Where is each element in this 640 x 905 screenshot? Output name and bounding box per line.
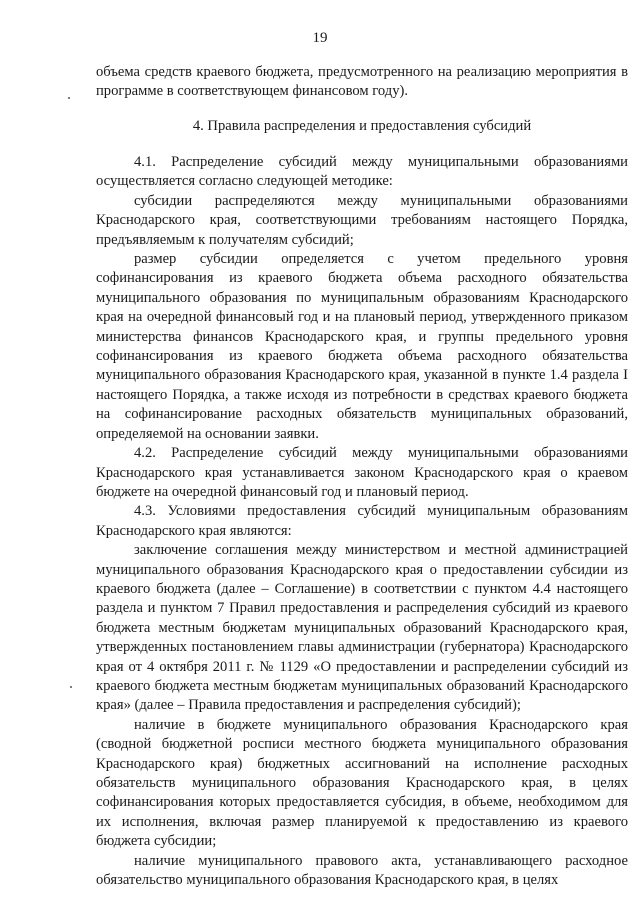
paragraph-4-3: 4.3. Условиями предоставления субсидий муниципальным образованиям Краснодарского края являются: <box>96 503 628 539</box>
scan-speck <box>70 686 72 688</box>
page-number: 19 <box>312 30 328 46</box>
paragraph-legal-act: наличие муниципального правового акта, устанавливающего расходное обязательство муниципального образования Краснодарского края, в целях <box>96 852 628 889</box>
intro-paragraph: объема средств краевого бюджета, предусмотренного на реализацию мероприятия в программе в соответствующем финансовом году). <box>96 64 628 100</box>
section-body <box>96 153 628 890</box>
section-heading: 4. Правила распределения и предоставления субсидий <box>192 118 532 134</box>
paragraph-agreement: заключение соглашения между министерством и местной администрацией муниципального образования Краснодарского края о предоставлении субсидии из краевого бюджета (далее – Соглашение) в соответствии с пунктом 4.4 настоящего раздела и пунктом 7 Правил предоставления и распределения субсидий из краевого бюджета местным бюджетам муниципальных образований Краснодарского края, утвержденных постановлением главы администрации (губернатора) Краснодарского края от 4 октября 2011 г. № 1129 «О предоставлении и распределении субсидий из краевого бюджета местным бюджетам муниципальных образований Краснодарского края» (далее – Правила предоставления и распределения субсидий); <box>96 542 628 714</box>
paragraph-budget-allocations: наличие в бюджете муниципального образования Краснодарского края (сводной бюджетной росписи местного бюджета муниципального образования Краснодарского края) бюджетных ассигнований на исполнение расходных обязательств муниципального образования Краснодарского края, в целях софинансирования которых предоставляется субсидия, в объеме, необходимом для их исполнения, включая размер планируемой к предоставлению из краевого бюджета субсидии; <box>96 716 628 850</box>
intro-block <box>96 63 628 102</box>
scan-speck <box>68 97 70 99</box>
paragraph-subsidy-distribution: субсидии распределяются между муниципальными образованиями Краснодарского края, соответствующими требованиям настоящего Порядка, предъявляемым к получателям субсидий; <box>96 192 628 248</box>
paragraph-4-1: 4.1. Распределение субсидий между муниципальными образованиями осуществляется согласно следующей методике: <box>96 154 628 190</box>
paragraph-4-2: 4.2. Распределение субсидий между муниципальными образованиями Краснодарского края устанавливается законом Краснодарского края о краевом бюджете на очередной финансовый год и плановый период. <box>96 445 628 500</box>
paragraph-subsidy-size: размер субсидии определяется с учетом предельного уровня софинансирования из краевого бюджета объема расходного обязательства муниципального образования по муниципальным образованиям Краснодарского края на очередной финансовый год и на плановый период, утвержденного приказом министерства финансов Краснодарского края, и группы предельного уровня софинансирования из краевого бюджета объема расходного обязательства муниципального образования Краснодарского края, указанной в пункте 1.4 раздела I настоящего Порядка, а также исходя из потребности в средствах краевого бюджета на софинансирование расходных обязательств муниципальных образований, определяемой на основании заявки. <box>96 251 628 442</box>
